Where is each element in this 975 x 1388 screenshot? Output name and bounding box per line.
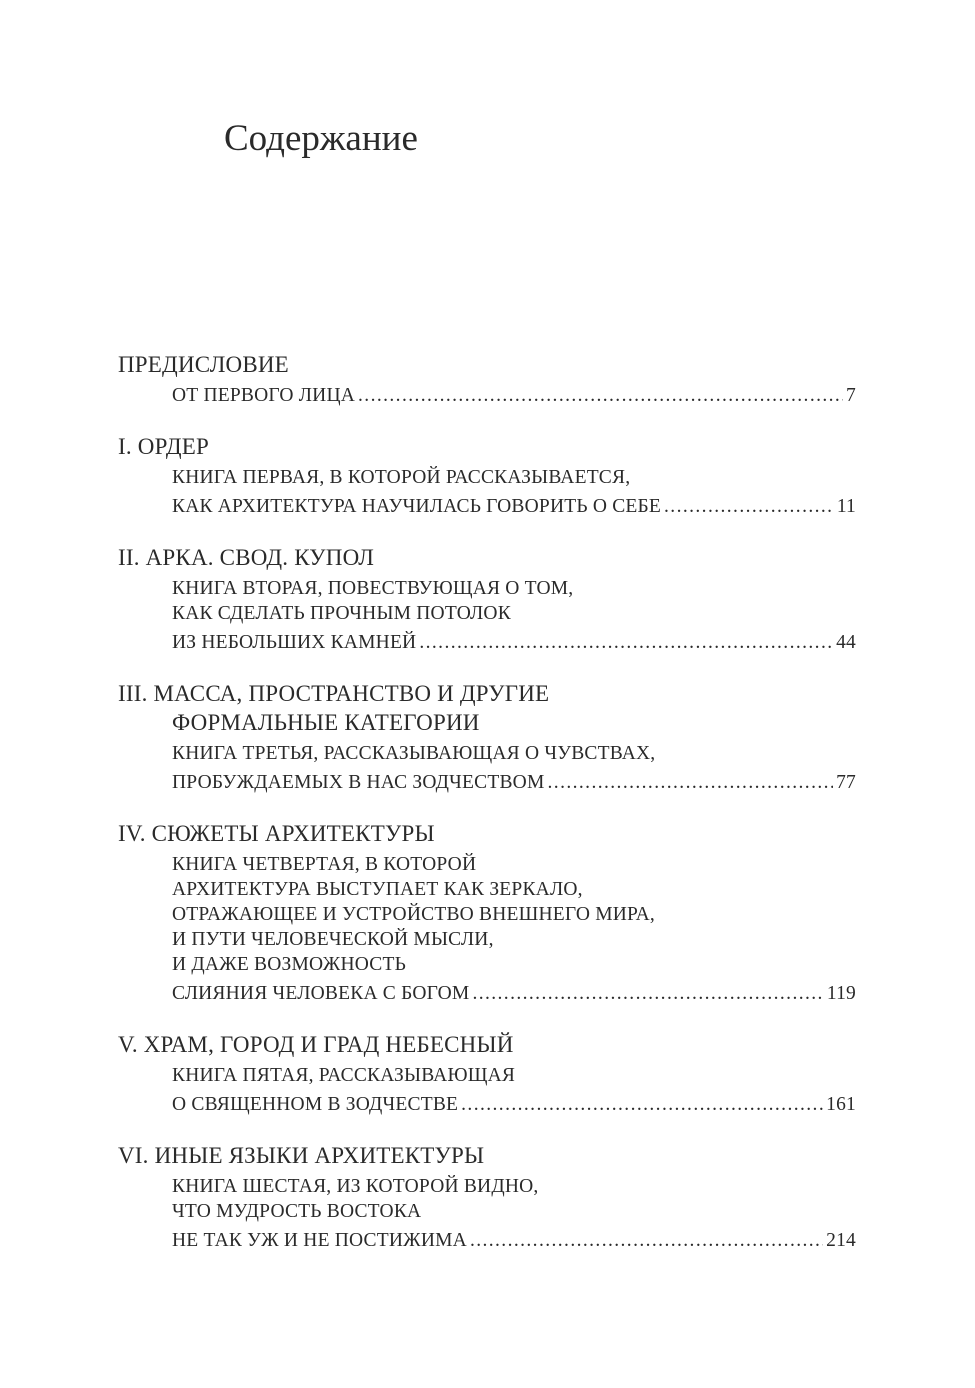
toc-description-text: ОТ ПЕРВОГО ЛИЦА bbox=[172, 385, 356, 406]
toc-entry-heading bbox=[118, 1141, 856, 1170]
toc-heading-line: I. ОРДЕР bbox=[118, 434, 209, 459]
dot-leader bbox=[419, 630, 833, 655]
toc-description-text: О СВЯЩЕННОМ В ЗОДЧЕСТВЕ bbox=[172, 1094, 459, 1115]
toc-entry-description bbox=[118, 852, 856, 1006]
toc-heading-line: V. ХРАМ, ГОРОД И ГРАД НЕБЕСНЫЙ bbox=[118, 1032, 514, 1057]
toc-entry bbox=[118, 819, 856, 1006]
toc-entry-heading bbox=[118, 543, 856, 572]
toc-leader-line bbox=[118, 1092, 856, 1117]
toc-description-text: ИЗ НЕБОЛЬШИХ КАМНЕЙ bbox=[172, 632, 417, 653]
toc-description-line: КНИГА ВТОРАЯ, ПОВЕСТВУЮЩАЯ О ТОМ, bbox=[172, 578, 574, 599]
dot-leader bbox=[461, 1092, 823, 1117]
page-number: 11 bbox=[836, 496, 856, 517]
toc-description-line: ЧТО МУДРОСТЬ ВОСТОКА bbox=[172, 1201, 422, 1222]
toc-heading-line: II. АРКА. СВОД. КУПОЛ bbox=[118, 545, 375, 570]
toc-leader-line bbox=[118, 383, 856, 408]
page-number: 7 bbox=[846, 385, 856, 406]
toc-description-text: ПРОБУЖДАЕМЫХ В НАС ЗОДЧЕСТВОМ bbox=[172, 772, 545, 793]
toc-entry-heading bbox=[118, 1030, 856, 1059]
toc-description-text: КАК АРХИТЕКТУРА НАУЧИЛАСЬ ГОВОРИТЬ О СЕБЕ bbox=[172, 496, 662, 517]
table-of-contents bbox=[118, 350, 856, 1277]
toc-leader-line bbox=[118, 1228, 856, 1253]
toc-entry-heading bbox=[118, 679, 856, 737]
page-number: 119 bbox=[826, 983, 856, 1004]
page-number: 161 bbox=[826, 1094, 856, 1115]
toc-entry-description bbox=[118, 576, 856, 655]
dot-leader bbox=[472, 981, 823, 1006]
page-number: 77 bbox=[836, 772, 856, 793]
toc-entry-description bbox=[118, 465, 856, 519]
toc-entry-description bbox=[118, 383, 856, 408]
page-title: Содержание bbox=[224, 118, 418, 159]
toc-heading-line: IV. СЮЖЕТЫ АРХИТЕКТУРЫ bbox=[118, 821, 435, 846]
toc-entry-description bbox=[118, 741, 856, 795]
page-number: 214 bbox=[826, 1230, 856, 1251]
toc-entry-heading bbox=[118, 432, 856, 461]
toc-leader-line bbox=[118, 770, 856, 795]
toc-entry bbox=[118, 1141, 856, 1253]
toc-description-line: ОТРАЖАЮЩЕЕ И УСТРОЙСТВО ВНЕШНЕГО МИРА, bbox=[172, 904, 655, 925]
toc-entry bbox=[118, 1030, 856, 1117]
toc-heading-line: ПРЕДИСЛОВИЕ bbox=[118, 352, 289, 377]
toc-description-line: КНИГА ЧЕТВЕРТАЯ, В КОТОРОЙ bbox=[172, 854, 477, 875]
toc-description-text: СЛИЯНИЯ ЧЕЛОВЕКА С БОГОМ bbox=[172, 983, 470, 1004]
toc-description-line: И ПУТИ ЧЕЛОВЕЧЕСКОЙ МЫСЛИ, bbox=[172, 929, 494, 950]
toc-description-line: И ДАЖЕ ВОЗМОЖНОСТЬ bbox=[172, 954, 406, 975]
toc-entry bbox=[118, 432, 856, 519]
toc-heading-line: III. МАССА, ПРОСТРАНСТВО И ДРУГИЕ bbox=[118, 681, 550, 706]
toc-entry-heading bbox=[118, 350, 856, 379]
dot-leader bbox=[664, 494, 834, 519]
toc-heading-line: ФОРМАЛЬНЫЕ КАТЕГОРИИ bbox=[172, 710, 480, 735]
toc-description-line: КНИГА ТРЕТЬЯ, РАССКАЗЫВАЮЩАЯ О ЧУВСТВАХ, bbox=[172, 743, 656, 764]
toc-description-line: АРХИТЕКТУРА ВЫСТУПАЕТ КАК ЗЕРКАЛО, bbox=[172, 879, 583, 900]
toc-entry-description bbox=[118, 1063, 856, 1117]
toc-entry-heading bbox=[118, 819, 856, 848]
toc-leader-line bbox=[118, 981, 856, 1006]
page-number: 44 bbox=[836, 632, 856, 653]
toc-description-line: КНИГА ПЯТАЯ, РАССКАЗЫВАЮЩАЯ bbox=[172, 1065, 516, 1086]
toc-description-line: КАК СДЕЛАТЬ ПРОЧНЫМ ПОТОЛОК bbox=[172, 603, 511, 624]
toc-description-line: КНИГА ПЕРВАЯ, В КОТОРОЙ РАССКАЗЫВАЕТСЯ, bbox=[172, 467, 631, 488]
toc-description-line: КНИГА ШЕСТАЯ, ИЗ КОТОРОЙ ВИДНО, bbox=[172, 1176, 539, 1197]
toc-entry-description bbox=[118, 1174, 856, 1253]
toc-leader-line bbox=[118, 494, 856, 519]
toc-heading-line: VI. ИНЫЕ ЯЗЫКИ АРХИТЕКТУРЫ bbox=[118, 1143, 485, 1168]
toc-leader-line bbox=[118, 630, 856, 655]
dot-leader bbox=[358, 383, 843, 408]
toc-entry bbox=[118, 350, 856, 408]
dot-leader bbox=[548, 770, 834, 795]
toc-entry bbox=[118, 543, 856, 655]
toc-description-text: НЕ ТАК УЖ И НЕ ПОСТИЖИМА bbox=[172, 1230, 467, 1251]
dot-leader bbox=[470, 1228, 823, 1253]
toc-entry bbox=[118, 679, 856, 795]
